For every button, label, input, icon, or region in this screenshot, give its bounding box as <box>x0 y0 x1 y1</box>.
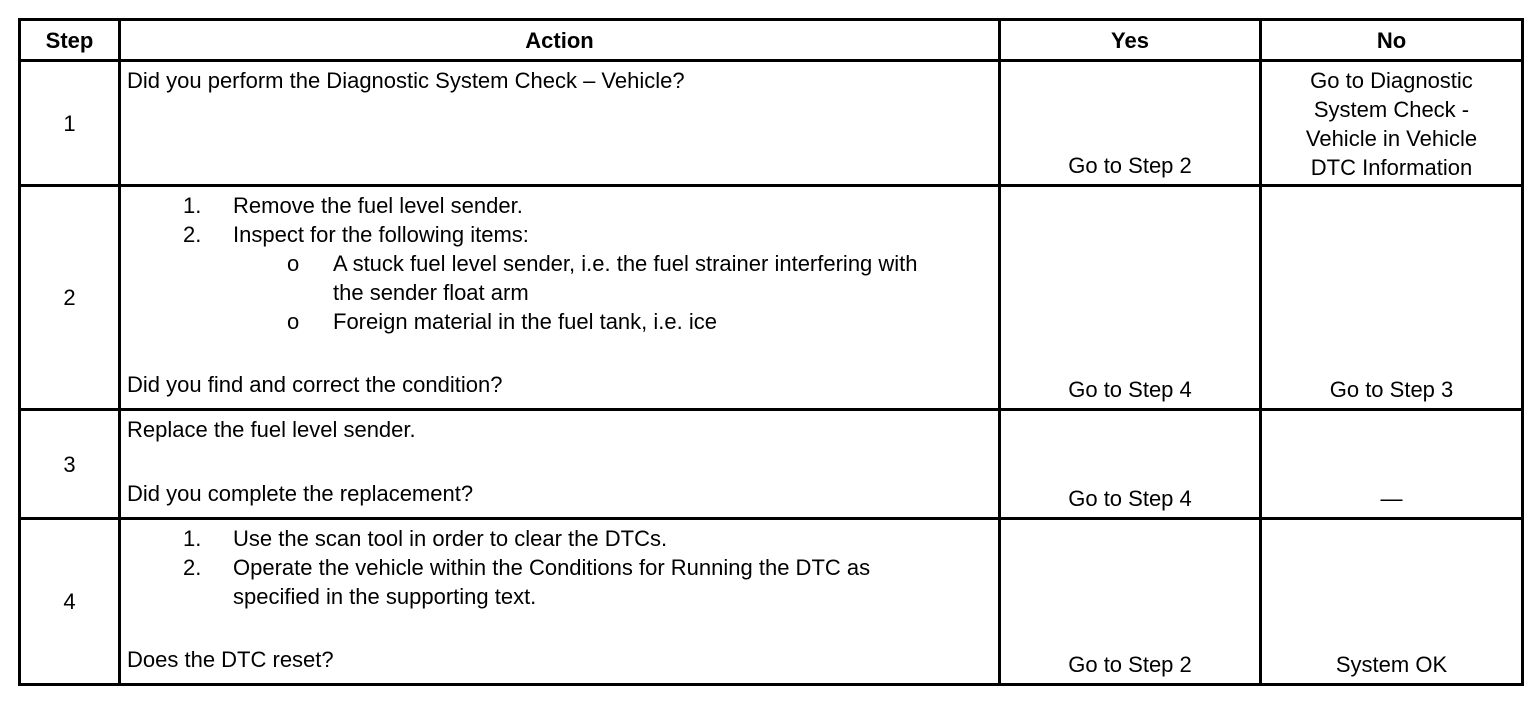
no-result: Go to Diagnostic System Check - Vehicle in Vehicle DTC Information <box>1305 68 1478 180</box>
action-question: Did you find and correct the condition? <box>127 372 503 397</box>
list-item: o A stuck fuel level sender, i.e. the fuel strainer interfering with the sender float arm <box>287 251 918 305</box>
list-item: 2. Operate the vehicle within the Conditions for Running the DTC as specified in the supporting text. <box>183 555 871 609</box>
no-result: Go to Step 3 <box>1329 377 1454 402</box>
list-item: 1. Use the scan tool in order to clear the DTCs. <box>183 526 668 551</box>
step-number: 1 <box>20 61 120 186</box>
header-row <box>20 20 1523 61</box>
list-item: 2. Inspect for the following items: <box>183 222 529 247</box>
header-yes: Yes <box>1000 20 1261 61</box>
step-number: 3 <box>20 410 120 519</box>
action-text: Replace the fuel level sender. <box>127 417 416 442</box>
no-cell <box>1261 186 1523 410</box>
yes-result: Go to Step 4 <box>1068 486 1192 511</box>
action-cell <box>120 186 1000 410</box>
table-row <box>20 61 1523 186</box>
list-item: o Foreign material in the fuel tank, i.e. ice <box>287 309 717 334</box>
action-cell <box>120 61 1000 186</box>
table-row <box>20 186 1523 410</box>
header-no: No <box>1261 20 1523 61</box>
yes-result: Go to Step 2 <box>1068 652 1192 677</box>
numbered-list <box>127 191 992 249</box>
yes-cell <box>1000 186 1261 410</box>
yes-cell <box>1000 410 1261 519</box>
action-question: Does the DTC reset? <box>127 647 334 672</box>
no-cell <box>1261 519 1523 685</box>
table-row <box>20 519 1523 685</box>
no-cell <box>1261 410 1523 519</box>
step-number: 4 <box>20 519 120 685</box>
bullet-list <box>127 249 992 336</box>
diagnostic-table <box>18 18 1524 686</box>
no-cell <box>1261 61 1523 186</box>
numbered-list <box>127 524 992 611</box>
yes-cell <box>1000 519 1261 685</box>
header-step: Step <box>20 20 120 61</box>
yes-result: Go to Step 2 <box>1068 153 1192 178</box>
action-text: Did you perform the Diagnostic System Check – Vehicle? <box>127 68 685 93</box>
header-action: Action <box>120 20 1000 61</box>
action-question: Did you complete the replacement? <box>127 481 474 506</box>
no-result: — <box>1380 486 1403 511</box>
list-item: 1. Remove the fuel level sender. <box>183 193 523 218</box>
no-result: System OK <box>1335 652 1448 677</box>
action-cell <box>120 519 1000 685</box>
action-cell <box>120 410 1000 519</box>
yes-cell <box>1000 61 1261 186</box>
step-number: 2 <box>20 186 120 410</box>
yes-result: Go to Step 4 <box>1068 377 1192 402</box>
table-row <box>20 410 1523 519</box>
